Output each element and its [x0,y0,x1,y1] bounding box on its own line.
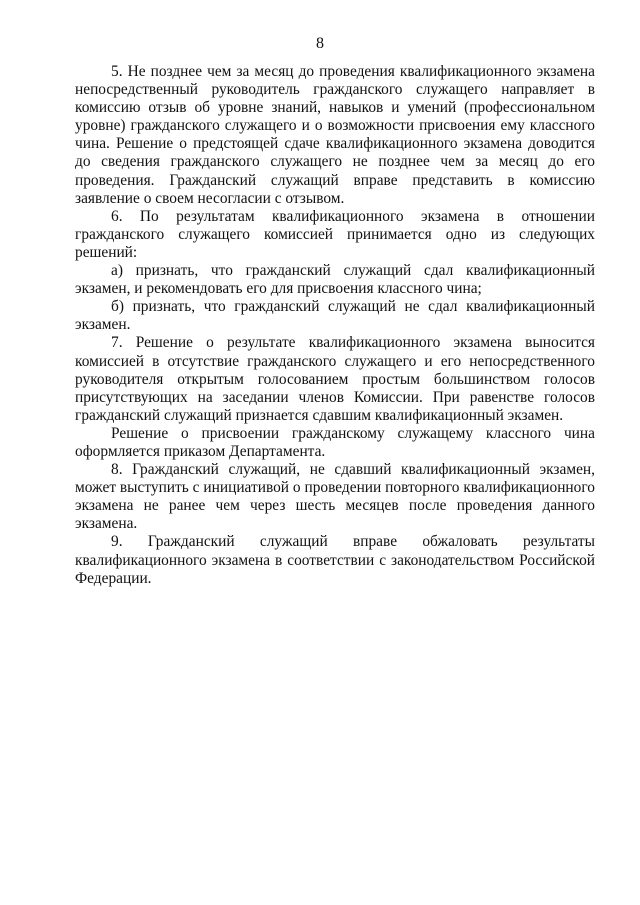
document-body [75,63,595,588]
paragraph-item-6: 6. По результатам квалификационного экзамена в отношении гражданского служащего комиссией принимается одно из следующих решений: [75,207,595,261]
paragraph-item-7: 7. Решение о результате квалификационного экзамена выносится комиссией в отсутствие гражданского служащего и его непосредственного руководителя открытым голосованием простым большинством голосов присутствующих на заседании членов Комиссии. При равенстве голосов гражданский служащий признается сдавшим квалификационный экзамен. [75,334,595,424]
paragraph-item-9: 9. Гражданский служащий вправе обжаловать результаты квалификационного экзамена в соответствии с законодательством Российской Федерации. [75,533,595,587]
paragraph-item-5: 5. Не позднее чем за месяц до проведения квалификационного экзамена непосредственный руководитель гражданского служащего направляет в комиссию отзыв об уровне знаний, навыков и умений (профессиональном уровне) гражданского служащего и о возможности присвоения ему классного чина. Решение о предстоящей сдаче квалификационного экзамена доводится до сведения гражданского служащего не позднее чем за месяц до его проведения. Гражданский служащий вправе представить в комиссию заявление о своем несогласии с отзывом. [75,63,595,207]
paragraph-subitem-b: б) признать, что гражданский служащий не сдал квалификационный экзамен. [75,298,595,334]
page-number: 8 [316,35,324,52]
paragraph-item-8: 8. Гражданский служащий, не сдавший квалификационный экзамен, может выступить с инициативой о проведении повторного квалификационного экзамена не ранее чем через шесть месяцев после проведения данного экзамена. [75,461,595,533]
paragraph-order-note: Решение о присвоении гражданскому служащему классного чина оформляется приказом Департамента. [75,424,595,460]
paragraph-subitem-a: а) признать, что гражданский служащий сдал квалификационный экзамен, и рекомендовать его для присвоения классного чина; [75,262,595,298]
